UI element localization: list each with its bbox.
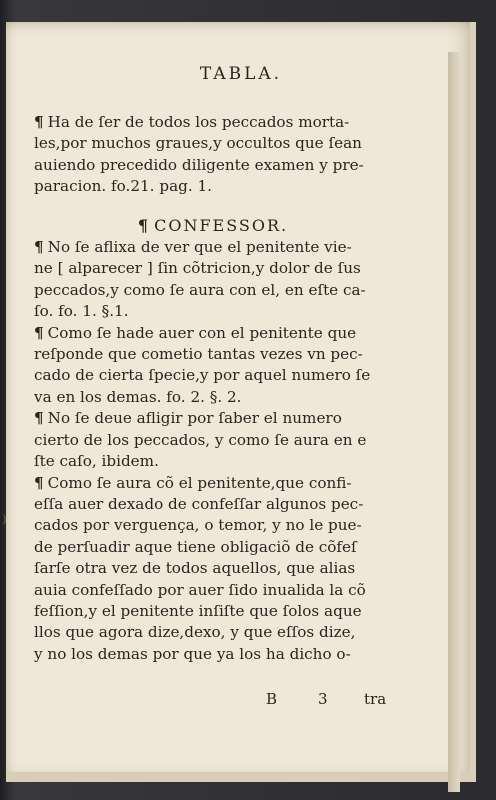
text-line (34, 644, 392, 665)
text-line (34, 430, 392, 451)
text-line (34, 580, 392, 601)
text-line (34, 280, 392, 301)
line-text: ſarſe otra vez de todos aquellos, que alias (34, 559, 356, 578)
line-text: cados por verguença, o temor, y no le pue- (34, 516, 362, 535)
text-line (34, 323, 392, 344)
margin-mark: ) (2, 512, 7, 526)
signature-number: 3 (318, 690, 328, 708)
paragraph (34, 473, 392, 666)
text-line (34, 112, 392, 133)
paragraph (34, 237, 392, 323)
line-text: No ſe aflixa de ver que el penitente vie- (47, 238, 352, 257)
line-text: y no los demas por que ya los ha dicho o- (34, 644, 351, 663)
line-text: eſſa auer dexado de confeſſar algunos pec- (34, 494, 364, 513)
paragraph (34, 323, 392, 409)
line-text: Como ſe hade auer con el penitente que (47, 323, 357, 342)
line-text: No ſe deue afligir por ſaber el numero (47, 409, 342, 428)
page-edge (448, 52, 460, 792)
line-text: ſte caſo, ibidem. (34, 452, 159, 471)
text-line (34, 494, 392, 515)
line-text: Como ſe aura cõ el penitente,que confi- (47, 473, 352, 492)
text-line (34, 451, 392, 472)
section-title-text: CONFESSOR. (154, 215, 289, 235)
text-line (34, 258, 392, 279)
line-text: ne [ alparecer ] ſin cõtricion,y dolor de ſus (34, 259, 361, 278)
text-line (34, 155, 392, 176)
pilcrow-icon: ¶ (34, 238, 44, 257)
paragraph (34, 408, 392, 472)
text-line (34, 365, 392, 386)
line-text: va en los demas. fo. 2. §. 2. (34, 387, 242, 406)
line-text: les,por muchos graues,y occultos que ſean (34, 134, 362, 153)
text-line (34, 537, 392, 558)
text-line (34, 133, 392, 154)
pilcrow-icon: ¶ (137, 215, 151, 235)
line-text: Ha de ſer de todos los peccados morta- (47, 113, 350, 131)
line-text: ſo. fo. 1. §.1. (34, 302, 129, 321)
pilcrow-icon: ¶ (34, 323, 44, 342)
text-line (34, 558, 392, 579)
text-body (34, 112, 392, 665)
text-line (34, 515, 392, 536)
text-line (34, 176, 392, 197)
signature-mark: B (266, 690, 278, 708)
page-header: TABLA. (199, 64, 283, 84)
text-line (34, 301, 392, 322)
text-line (34, 601, 392, 622)
book-page (6, 22, 476, 782)
line-text: cierto de los peccados, y como ſe aura en e (34, 430, 367, 449)
text-line (34, 622, 392, 643)
line-text: auiendo precedido diligente examen y pre- (34, 155, 364, 174)
text-line (34, 408, 392, 429)
line-text: feſſion,y el penitente inſiſte que ſolos aque (34, 601, 362, 620)
line-text: paracion. fo.21. pag. 1. (34, 177, 212, 196)
pilcrow-icon: ¶ (34, 409, 44, 428)
section-title (34, 215, 392, 236)
pilcrow-icon: ¶ (34, 473, 44, 492)
line-text: cado de cierta ſpecie,y por aquel numero ſe (34, 366, 371, 385)
pilcrow-icon: ¶ (34, 113, 44, 131)
text-line (34, 473, 392, 494)
line-text: llos que agora dize,dexo, y que eſſos dize, (34, 623, 356, 642)
text-line (34, 387, 392, 408)
line-text: de perſuadir aque tiene obligaciõ de cõfeſ (34, 537, 357, 556)
catchword: tra (364, 690, 387, 708)
paragraph (34, 112, 392, 198)
line-text: peccados,y como ſe aura con el, en eſte ca- (34, 280, 366, 299)
line-text: reſponde que cometio tantas vezes vn pec- (34, 345, 363, 364)
text-line (34, 344, 392, 365)
text-line (34, 237, 392, 258)
line-text: auia confeſſado por auer ſido inualida la cõ (34, 580, 366, 599)
